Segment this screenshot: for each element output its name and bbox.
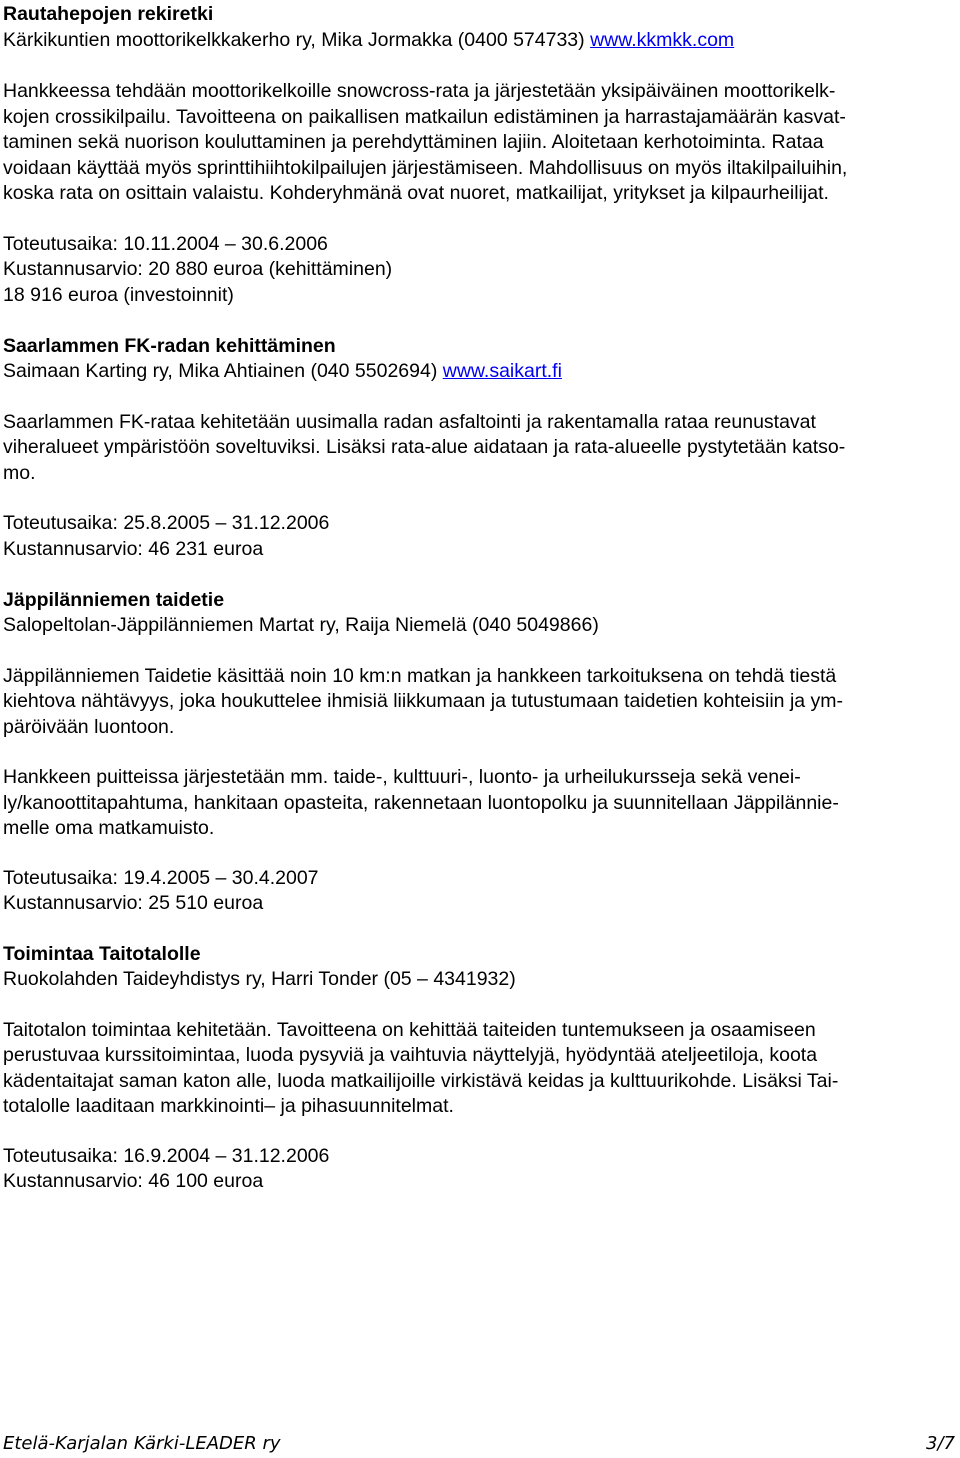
project-organizer xyxy=(3,359,562,385)
project-title: Rautahepojen rekiretki xyxy=(3,3,214,25)
description-line: päröivään luontoon. xyxy=(3,716,175,738)
project-organizer: Salopeltolan-Jäppilänniemen Martat ry, Raija Niemelä (040 5049866) xyxy=(3,614,599,636)
budget-text: 18 916 euroa (investoinnit) xyxy=(3,284,234,306)
description-line: Saarlammen FK-rataa kehitetään uusimalla radan asfaltointi ja rakentamalla rataa reunustavat xyxy=(3,411,816,433)
project-organizer: Ruokolahden Taideyhdistys ry, Harri Tonder (05 – 4341932) xyxy=(3,968,516,990)
description-line: viheralueet ympäristöön soveltuviksi. Lisäksi rata-alue aidataan ja rata-alueelle pystytetään katso- xyxy=(3,436,846,458)
schedule-text: Toteutusaika: 25.8.2005 – 31.12.2006 xyxy=(3,512,330,534)
description-line: kojen crossikilpailu. Tavoitteena on paikallisen matkailun edistäminen ja harrastajamäärän kasvat- xyxy=(3,106,846,128)
project-title: Saarlammen FK-radan kehittäminen xyxy=(3,335,336,357)
page-number: 3/7 xyxy=(926,1433,955,1454)
description-line: mo. xyxy=(3,462,36,484)
description-line: totalolle laaditaan markkinointi– ja pihasuunnitelmat. xyxy=(3,1095,454,1117)
organizer-text: Kärkikuntien moottorikelkkakerho ry, Mika Jormakka (0400 574733) xyxy=(3,29,591,51)
budget-text: Kustannusarvio: 46 231 euroa xyxy=(3,538,264,560)
project-title: Jäppilänniemen taidetie xyxy=(3,589,225,611)
description-line: ly/kanoottitapahtuma, hankitaan opasteita, rakennetaan luontopolku ja suunnitellaan Jäppilännie- xyxy=(3,792,839,814)
organizer-text: Saimaan Karting ry, Mika Ahtiainen (040 5502694) xyxy=(3,360,443,382)
schedule-text: Toteutusaika: 10.11.2004 – 30.6.2006 xyxy=(3,233,328,255)
project-title: Toimintaa Taitotalolle xyxy=(3,943,201,965)
description-line: Jäppilänniemen Taidetie käsittää noin 10 km:n matkan ja hankkeen tarkoituksena on tehdä tiestä xyxy=(3,665,837,687)
footer-organization: Etelä-Karjalan Kärki-LEADER ry xyxy=(3,1433,281,1454)
website-link[interactable]: www.kkmkk.com xyxy=(590,29,735,51)
description-line: Taitotalon toimintaa kehitetään. Tavoitteena on kehittää taiteiden tuntemukseen ja osaamiseen xyxy=(3,1019,816,1041)
budget-text: Kustannusarvio: 25 510 euroa xyxy=(3,892,264,914)
description-line: Hankkeen puitteissa järjestetään mm. taide-, kulttuuri-, luonto- ja urheilukursseja sekä venei- xyxy=(3,766,801,788)
description-line: melle oma matkamuisto. xyxy=(3,817,215,839)
description-line: Hankkeessa tehdään moottorikelkoille snowcross-rata ja järjestetään yksipäiväinen moottorikelk- xyxy=(3,80,836,102)
description-line: voidaan käyttää myös sprinttihiihtokilpailujen järjestämiseen. Mahdollisuus on myös iltakilpailuihin, xyxy=(3,157,848,179)
website-link[interactable]: www.saikart.fi xyxy=(442,360,562,382)
schedule-text: Toteutusaika: 16.9.2004 – 31.12.2006 xyxy=(3,1145,330,1167)
budget-text: Kustannusarvio: 20 880 euroa (kehittäminen) xyxy=(3,258,393,280)
description-line: perustuvaa kurssitoimintaa, luoda pysyviä ja vaihtuvia näyttelyjä, hyödyntää ateljeetiloja, koota xyxy=(3,1044,818,1066)
description-line: koska rata on osittain valaistu. Kohderyhmänä ovat nuoret, matkailijat, yritykset ja kilpaurheilijat. xyxy=(3,182,829,204)
page-footer xyxy=(3,1433,955,1455)
description-line: kädentaitajat saman katon alle, luoda matkailijoille virkistävä keidas ja kulttuurikohde. Lisäksi Tai- xyxy=(3,1070,839,1092)
schedule-text: Toteutusaika: 19.4.2005 – 30.4.2007 xyxy=(3,867,319,889)
description-line: taminen sekä nuorison kouluttaminen ja perehdyttäminen lajiin. Aloitetaan kerhotoiminta. Rataa xyxy=(3,131,824,153)
description-line: kiehtova nähtävyys, joka houkuttelee ihmisiä liikkumaan ja tutustumaan taidetien kohteisiin ja ym- xyxy=(3,690,844,712)
budget-text: Kustannusarvio: 46 100 euroa xyxy=(3,1170,264,1192)
project-organizer xyxy=(3,28,734,54)
